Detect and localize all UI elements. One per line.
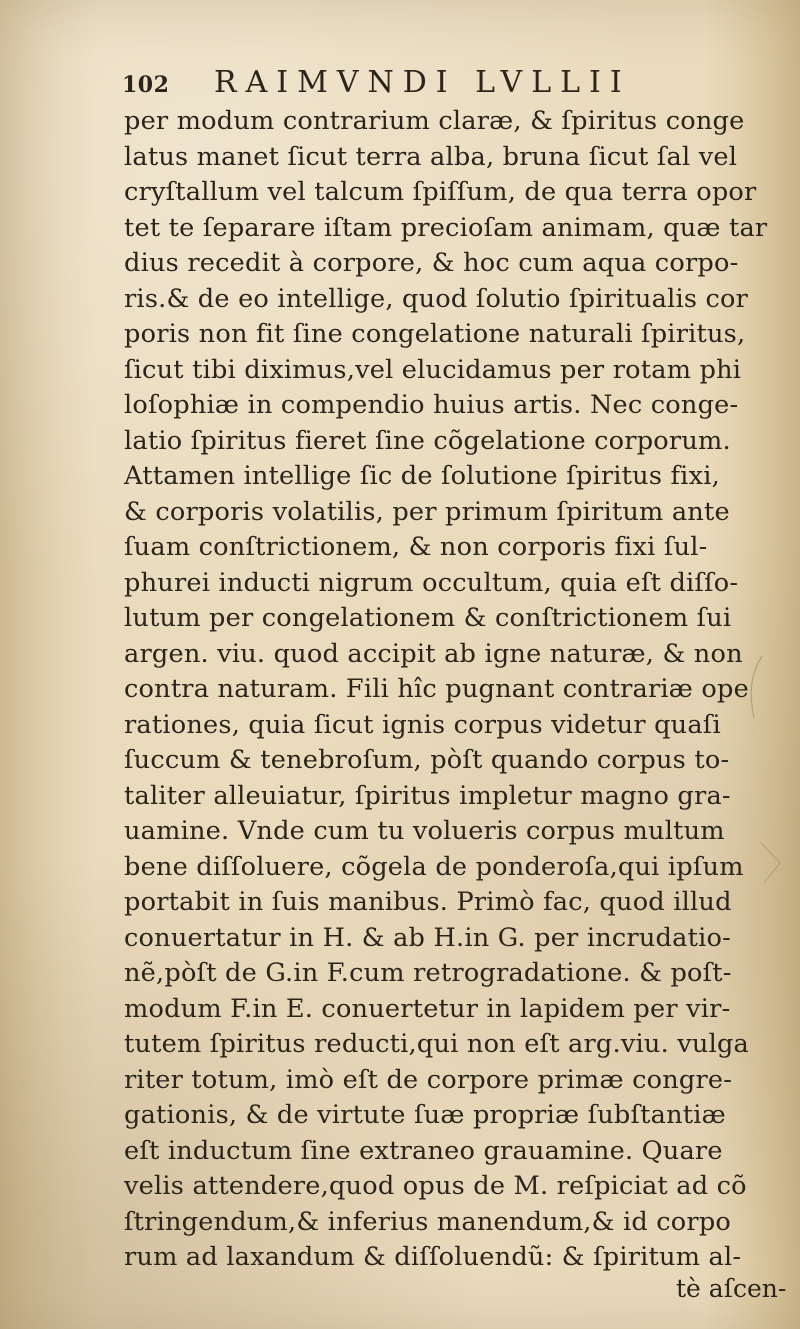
text-line-2: latus manet ſicut terra alba, bruna ſicut ſal vel (124, 141, 738, 172)
text-line-31: velis attendere,quod opus de M. reſpiciat ad cõ (124, 1171, 747, 1201)
text-line-26: modum F.in E. conuertetur in lapidem per vir- (124, 993, 731, 1024)
catchword: tè aſcen- (676, 1274, 787, 1303)
page-number: 102 (122, 72, 170, 98)
running-head (122, 65, 662, 102)
text-line-6: ris.& de eo intellige, quod ſolutio ſpiritualis cor (124, 283, 749, 314)
text-line-4: tet te ſeparare iſtam precioſam animam, quæ tar (124, 212, 768, 243)
text-line-11: Attamen intellige ſic de ſolutione ſpiritus fixi, (124, 461, 720, 491)
text-line-14: phurei inducti nigrum occultum, quia eſt diſſo- (124, 567, 739, 598)
text-line-21: uamine. Vnde cum tu volueris corpus multum (124, 816, 725, 846)
text-line-20: taliter alleuiatur, ſpiritus impletur magno gra- (124, 780, 731, 811)
text-line-13: ſuam conſtrictionem, & non corporis fixi ſul- (124, 532, 708, 562)
text-line-28: riter totum, imò eſt de corpore primæ congre- (124, 1064, 733, 1095)
text-line-7: poris non fit ſine congelatione naturali ſpiritus, (124, 319, 746, 349)
text-line-16: argen. viu. quod accipit ab igne naturæ, & non (124, 638, 743, 669)
text-line-19: ſuccum & tenebroſum, pòſt quando corpus to- (124, 745, 730, 775)
text-line-22: bene diſſoluere, cõgela de ponderoſa,qui ipſum (124, 851, 744, 882)
text-line-15: lutum per congelationem & conſtrictionem ſui (124, 603, 732, 633)
text-line-9: loſophiæ in compendio huius artis. Nec conge- (124, 390, 739, 420)
text-line-18: rationes, quia ſicut ignis corpus videtur quaſi (124, 709, 721, 740)
text-line-30: eſt inductum ſine extraneo grauamine. Quare (124, 1135, 723, 1166)
text-line-27: tutem ſpiritus reducti,qui non eſt arg.viu. vulga (124, 1029, 750, 1059)
text-line-33: rum ad laxandum & diſſoluendũ: & ſpiritum al- (124, 1242, 742, 1272)
text-line-32: ſtringendum,& inferius manendum,& id corpo (124, 1206, 732, 1237)
text-line-1: per modum contrarium claræ, & ſpiritus conge (124, 106, 745, 136)
text-line-5: dius recedit à corpore, & hoc cum aqua corpo- (124, 248, 739, 278)
text-line-10: latio ſpiritus fieret ſine cõgelatione corporum. (124, 425, 731, 456)
body-text (124, 104, 768, 1276)
running-title: RAIMVNDI LVLLII (214, 65, 631, 100)
text-line-17: contra naturam. Fili hîc pugnant contrariæ ope (124, 674, 749, 704)
text-line-29: gationis, & de virtute ſuæ propriæ ſubſtantiæ (124, 1100, 726, 1130)
text-line-8: ſicut tibi diximus,vel elucidamus per rotam phi (124, 354, 742, 385)
text-line-25: nẽ,pòſt de G.in F.cum retrogradatione. & poſt- (124, 958, 732, 988)
text-line-24: conuertatur in H. & ab H.in G. per incrudatio- (124, 922, 731, 953)
text-line-3: cryſtallum vel talcum ſpiſſum, de qua terra opor (124, 177, 757, 207)
text-line-12: & corporis volatilis, per primum ſpiritum ante (124, 496, 730, 527)
text-line-23: portabit in ſuis manibus. Primò fac, quod illud (124, 887, 732, 917)
